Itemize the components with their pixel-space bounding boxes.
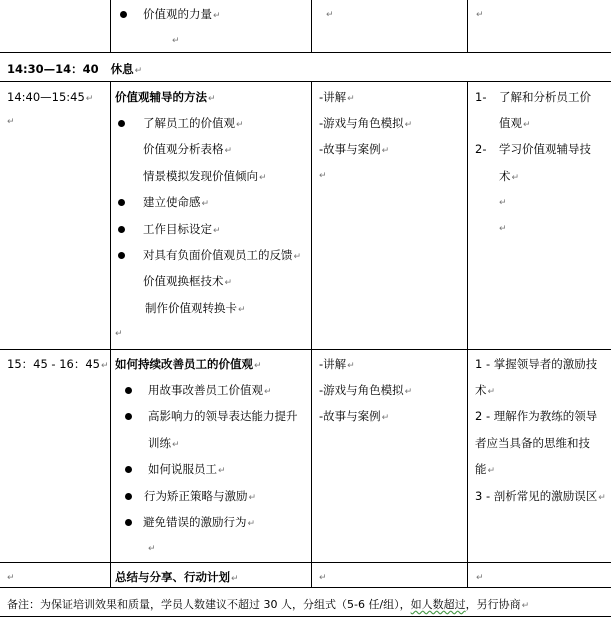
session-time: 14:40—15:45↵ — [7, 90, 94, 104]
row-divider — [0, 81, 611, 82]
row-divider — [0, 587, 611, 588]
paragraph-mark-icon: ↵ — [499, 198, 507, 208]
bullet-icon — [125, 493, 132, 500]
session-time: 15：45 - 16：45↵ — [7, 357, 109, 371]
list-item: 行为矫正策略与激励↵ — [144, 489, 257, 503]
col-divider-2 — [311, 0, 312, 587]
list-item: 训练↵ — [148, 436, 180, 450]
method-item: -故事与案例↵ — [319, 142, 390, 156]
objective-item: 3 - 剖析常见的激励误区↵ — [475, 489, 606, 503]
col-divider-1 — [110, 0, 111, 587]
paragraph-mark-icon: ↵ — [7, 117, 15, 127]
objective-item: 术↵ — [499, 169, 520, 183]
session-title: 价值观辅导的方法↵ — [115, 90, 216, 104]
bullet-icon — [125, 413, 132, 420]
footnote: 备注：为保证培训效果和质量，学员人数建议不超过 30 人，分组式（5-6 任/组），如人数超过，另行协商↵ — [7, 598, 530, 611]
list-item: 价值观的力量↵ — [143, 7, 221, 21]
bullet-icon — [120, 11, 127, 18]
summary-title: 总结与分享、行动计划↵ — [115, 570, 239, 584]
list-item: 对具有负面价值观员工的反馈↵ — [143, 248, 302, 262]
list-item: 制作价值观转换卡↵ — [145, 301, 246, 315]
objective-item: 1 - 掌握领导者的激励技 — [475, 357, 598, 371]
method-item: -故事与案例↵ — [319, 409, 390, 423]
list-item: 了解员工的价值观↵ — [143, 116, 244, 130]
bullet-icon — [125, 519, 132, 526]
paragraph-mark-icon: ↵ — [7, 573, 15, 583]
bullet-icon — [118, 252, 125, 259]
method-item: -游戏与角色模拟↵ — [319, 116, 413, 130]
list-item: 如何说服员工↵ — [148, 462, 226, 476]
list-item: 建立使命感↵ — [143, 195, 210, 209]
objective-item: 者应当具备的思维和技 — [475, 436, 590, 450]
list-item: 价值观分析表格↵ — [143, 142, 233, 156]
list-item: 工作目标设定↵ — [143, 222, 221, 236]
paragraph-mark-icon: ↵ — [476, 573, 484, 583]
objective-item: 2- — [475, 142, 487, 156]
col-divider-3a — [467, 0, 468, 52]
objective-item: 2 - 理解作为教练的领导 — [475, 409, 598, 423]
method-item: -讲解↵ — [319, 90, 355, 104]
row-divider — [0, 562, 611, 563]
paragraph-mark-icon: ↵ — [326, 10, 334, 20]
bullet-icon — [118, 120, 125, 127]
method-item: -讲解↵ — [319, 357, 355, 371]
row-divider — [0, 349, 611, 350]
bullet-icon — [118, 226, 125, 233]
list-item: 高影响力的领导表达能力提升 — [148, 409, 298, 423]
paragraph-mark-icon: ↵ — [499, 224, 507, 234]
paragraph-mark-icon: ↵ — [319, 573, 327, 583]
bullet-icon — [118, 199, 125, 206]
objective-item: 1- — [475, 90, 487, 104]
objective-item: 值观↵ — [499, 116, 531, 130]
list-item: 避免错误的激励行为↵ — [143, 515, 256, 529]
objective-item: 了解和分析员工价 — [499, 90, 591, 104]
col-divider-3b — [467, 81, 468, 587]
objective-item: 学习价值观辅导技 — [499, 142, 591, 156]
paragraph-mark-icon: ↵ — [319, 171, 327, 181]
bullet-icon — [125, 387, 132, 394]
list-item: 价值观换框技术↵ — [143, 274, 233, 288]
paragraph-mark-icon: ↵ — [148, 544, 156, 554]
break-row: 14:30—14：40 休息↵ — [7, 62, 143, 76]
bullet-icon — [125, 466, 132, 473]
objective-item: 能↵ — [475, 462, 496, 476]
paragraph-mark-icon: ↵ — [172, 36, 180, 46]
list-item: 用故事改善员工价值观↵ — [148, 383, 272, 397]
list-item: 情景模拟发现价值倾向↵ — [143, 169, 267, 183]
session-title: 如何持续改善员工的价值观↵ — [115, 357, 262, 371]
row-divider — [0, 52, 611, 53]
objective-item: 术↵ — [475, 383, 496, 397]
method-item: -游戏与角色模拟↵ — [319, 383, 413, 397]
paragraph-mark-icon: ↵ — [115, 329, 123, 339]
paragraph-mark-icon: ↵ — [476, 10, 484, 20]
